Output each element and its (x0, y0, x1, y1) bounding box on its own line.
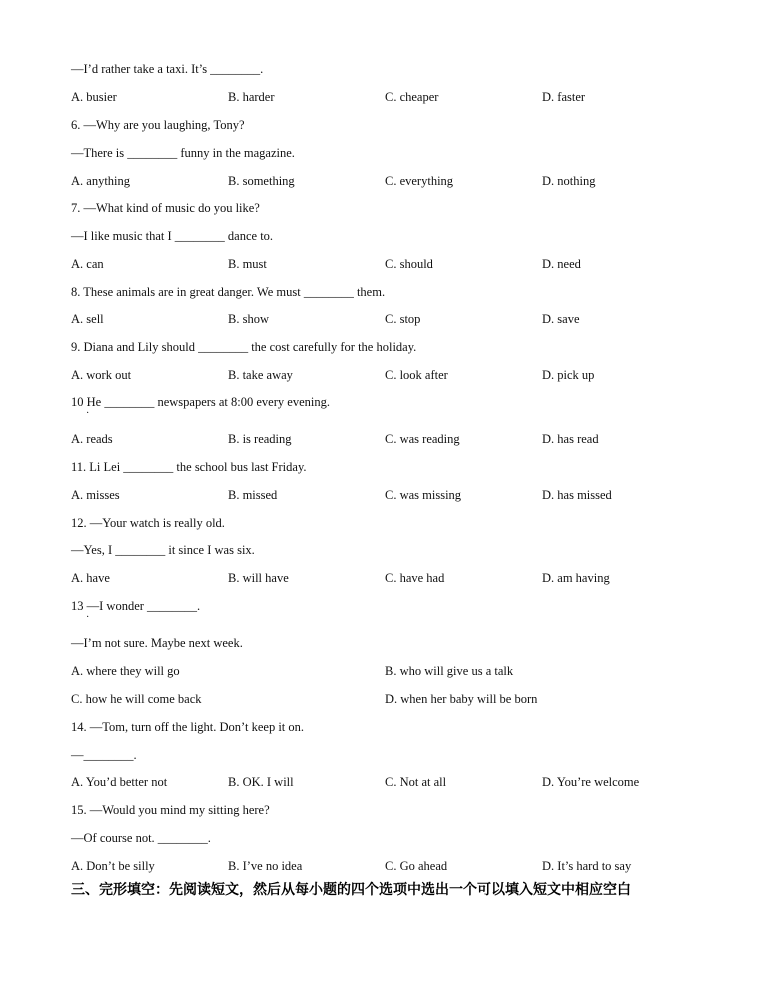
q11-options (71, 487, 711, 503)
q8-option-d: D. save (542, 312, 580, 326)
q11-stem: 11. Li Lei ________ the school bus last Friday. (71, 460, 307, 474)
q13-options-row1 (71, 663, 711, 679)
q9-stem: 9. Diana and Lily should ________ the cost carefully for the holiday. (71, 340, 417, 354)
q14-stem: 14. —Tom, turn off the light. Don’t keep it on. (71, 720, 305, 734)
q13-stray-dot: · (86, 612, 90, 623)
q11-option-c: C. was missing (385, 488, 462, 502)
q6-options (71, 173, 711, 189)
q14-option-a: A. You’d better not (71, 775, 168, 789)
q13-answer-line: —I’m not sure. Maybe next week. (71, 636, 243, 650)
q14-options (71, 774, 711, 790)
section-3-heading: 三、完形填空：先阅读短文，然后从每小题的四个选项中选出一个可以填入短文中相应空白 (71, 882, 631, 898)
q11-option-d: D. has missed (542, 488, 612, 502)
q14-option-d: D. You’re welcome (542, 775, 640, 789)
q12-stem: 12. —Your watch is really old. (71, 516, 225, 530)
q9-options (71, 367, 711, 383)
q7-options (71, 256, 711, 272)
q11-option-b: B. missed (228, 488, 278, 502)
q8-option-c: C. stop (385, 312, 421, 326)
q6-option-d: D. nothing (542, 174, 596, 188)
q7-answer-line: —I like music that I ________ dance to. (71, 229, 274, 243)
q14-answer-line: —________. (71, 748, 137, 762)
q13-option-b: B. who will give us a talk (385, 664, 514, 678)
q14-option-c: C. Not at all (385, 775, 447, 789)
q12-option-a: A. have (71, 571, 110, 585)
q6-answer-line: —There is ________ funny in the magazine. (71, 146, 295, 160)
q8-option-b: B. show (228, 312, 269, 326)
q13-options-row2 (71, 691, 711, 707)
q10-option-a: A. reads (71, 432, 113, 446)
q12-option-c: C. have had (385, 571, 445, 585)
q13-option-c: C. how he will come back (71, 692, 202, 706)
q9-option-b: B. take away (228, 368, 293, 382)
q12-answer-line: —Yes, I ________ it since I was six. (71, 543, 255, 557)
q7-option-a: A. can (71, 257, 104, 271)
q13-stem: 13 —I wonder ________. (71, 599, 201, 613)
q13-option-d: D. when her baby will be born (385, 692, 538, 706)
q6-option-b: B. something (228, 174, 295, 188)
q7-stem: 7. —What kind of music do you like? (71, 201, 260, 215)
q15-option-d: D. It’s hard to say (542, 859, 632, 873)
q15-answer-line: —Of course not. ________. (71, 831, 211, 845)
q12-options (71, 570, 711, 586)
q15-options (71, 858, 711, 874)
q12-option-d: D. am having (542, 571, 610, 585)
q5-option-b: B. harder (228, 90, 275, 104)
q10-option-c: C. was reading (385, 432, 460, 446)
q7-option-c: C. should (385, 257, 433, 271)
q6-option-a: A. anything (71, 174, 131, 188)
q8-stem: 8. These animals are in great danger. We must ________ them. (71, 285, 386, 299)
q10-option-d: D. has read (542, 432, 599, 446)
q15-option-c: C. Go ahead (385, 859, 448, 873)
q10-stem: 10 He ________ newspapers at 8:00 every evening. (71, 395, 330, 409)
q9-option-a: A. work out (71, 368, 132, 382)
q8-option-a: A. sell (71, 312, 104, 326)
q7-option-d: D. need (542, 257, 581, 271)
q5-option-d: D. faster (542, 90, 586, 104)
q12-option-b: B. will have (228, 571, 289, 585)
q10-options (71, 431, 711, 447)
q5-option-a: A. busier (71, 90, 117, 104)
q7-option-b: B. must (228, 257, 267, 271)
q8-options (71, 311, 711, 327)
q5-answer-line: —I’d rather take a taxi. It’s ________. (71, 62, 264, 76)
q15-option-b: B. I’ve no idea (228, 859, 303, 873)
q9-option-d: D. pick up (542, 368, 595, 382)
q11-option-a: A. misses (71, 488, 120, 502)
q5-options (71, 89, 711, 105)
q10-stray-dot: · (86, 408, 90, 419)
q10-option-b: B. is reading (228, 432, 292, 446)
q6-option-c: C. everything (385, 174, 454, 188)
q13-option-a: A. where they will go (71, 664, 180, 678)
q15-option-a: A. Don’t be silly (71, 859, 155, 873)
q6-stem: 6. —Why are you laughing, Tony? (71, 118, 245, 132)
q9-option-c: C. look after (385, 368, 448, 382)
q15-stem: 15. —Would you mind my sitting here? (71, 803, 270, 817)
q14-option-b: B. OK. I will (228, 775, 294, 789)
q5-option-c: C. cheaper (385, 90, 439, 104)
